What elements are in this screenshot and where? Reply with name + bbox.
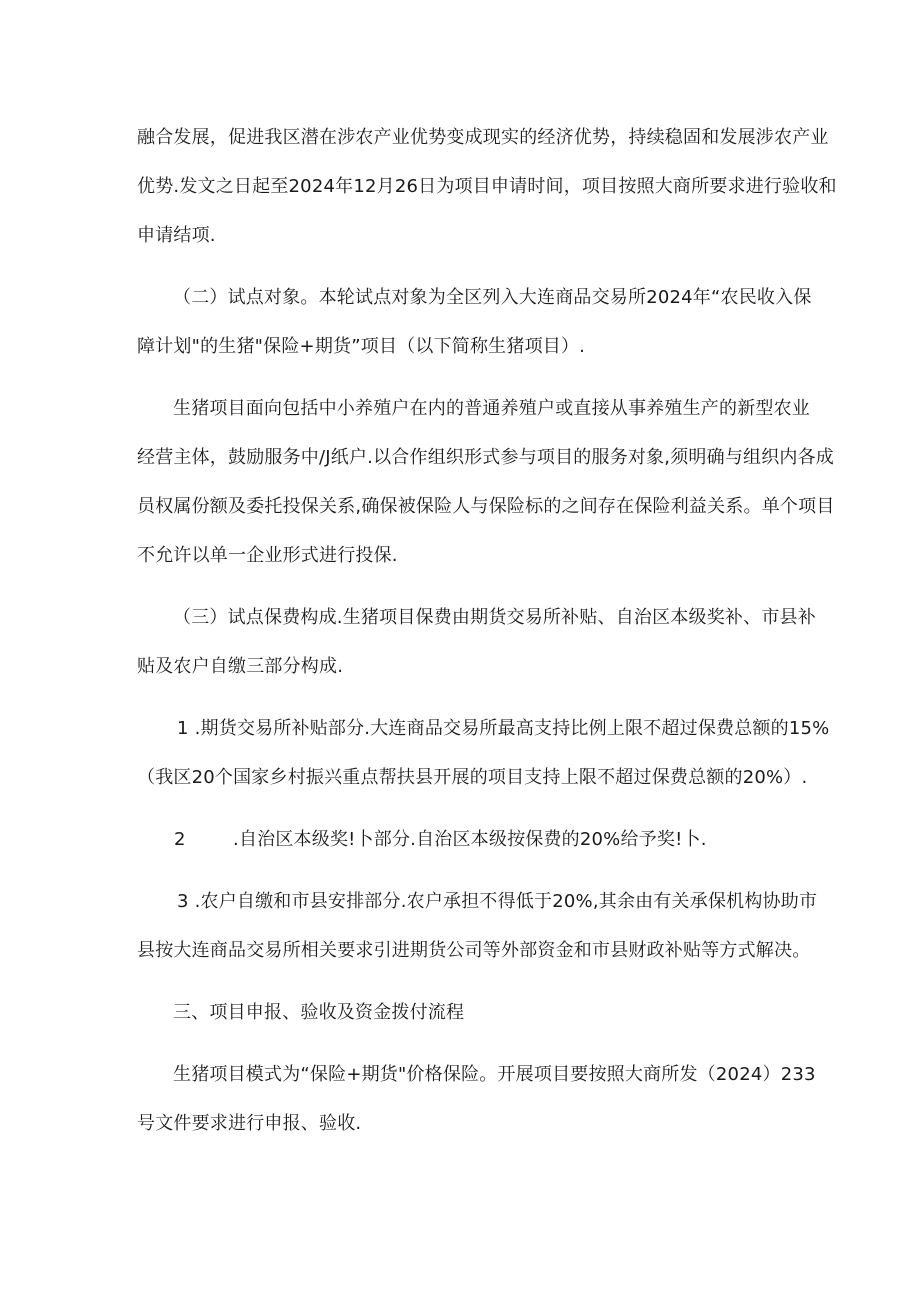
text-line: 障计划"的生猪"保险+期货”项目（以下简称生猪项目）. [137,336,586,357]
text-line: 贴及农户自缴三部分构成. [137,656,344,677]
text-line: 优势.发文之日起至2024年12月26日为项目申请时间，项目按照大商所要求进行验收和 [137,176,837,197]
text-line: 不允许以单一企业形式进行投保. [137,545,398,566]
text-line: 申请结项. [137,225,216,246]
text-line: 融合发展，促进我区潜在涉农产业优势变成现实的经济优势，持续稳固和发展涉农产业 [137,127,829,148]
list-item-3: 3 .农户自缴和市县安排部分.农户承担不得低于20%,其余由有关承保机构协助市 [177,891,818,912]
text-line: 员权属份额及委托投保关系,确保被保险人与保险标的之间存在保险利益关系。单个项目 [137,496,835,517]
section-heading-2: （二）试点对象。本轮试点对象为全区列入大连商品交易所2024年“农民收入保 [173,287,812,308]
list-item-1: 1 .期货交易所补贴部分.大连商品交易所最高支持比例上限不超过保费总额的15% [177,718,830,739]
section-title: 三、项目申报、验收及资金拨付流程 [173,1002,465,1023]
section-heading-3: （三）试点保费构成.生猪项目保费由期货交易所补贴、自治区本级奖补、市县补 [173,607,816,628]
text-line: （我区20个国家乡村振兴重点帮扶县开展的项目支持上限不超过保费总额的20%）. [137,767,808,788]
text-line: 生猪项目面向包括中小养殖户在内的普通养殖户或直接从事养殖生产的新型农业 [173,398,810,419]
text-line: 县按大连商品交易所相关要求引进期货公司等外部资金和市县财政补贴等方式解决。 [137,940,811,961]
text-line: 号文件要求进行申报、验收. [137,1113,362,1134]
list-item-2: 2 .自治区本级奖!卜部分.自治区本级按保费的20%给予奖!卜. [174,829,707,850]
text-line: 经营主体，鼓励服务中/J纸户.以合作组织形式参与项目的服务对象,须明确与组织内各成 [137,447,835,468]
text-line: 生猪项目模式为“保险+期货"价格保险。开展项目要按照大商所发（2024）233 [173,1064,816,1085]
